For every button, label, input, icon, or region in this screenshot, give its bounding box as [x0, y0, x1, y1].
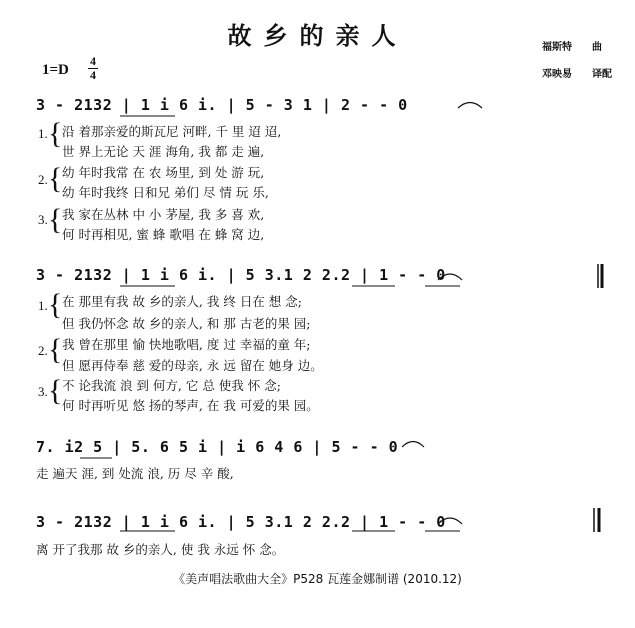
- notation-line-1: 3 - 2132 | 1 i 6 i. | 5 - 3 1 | 2 - - 0: [36, 96, 408, 114]
- verse-number: 3.: [38, 384, 48, 399]
- verse-number: 1.: [38, 298, 48, 313]
- time-signature-top: 4: [90, 54, 96, 68]
- translator-role: 译配: [592, 69, 612, 80]
- verse-number: 2.: [38, 343, 48, 358]
- notation-line-3: 7. i2 5 | 5. 6 5 i | i 6 4 6 | 5 - - 0: [36, 438, 399, 456]
- song-title: 故乡的亲人: [227, 21, 408, 50]
- lyric-line: 何 时再听见 悠 扬的琴声, 在 我 可爱的果 园。: [62, 398, 319, 413]
- tie: [402, 442, 424, 448]
- footer-source: 《美声唱法歌曲大全》P528 瓦莲金娜制谱 (2010.12): [173, 572, 462, 586]
- key-signature: 1=D: [42, 62, 69, 78]
- verse-number: 3.: [38, 212, 48, 227]
- translator-name: 邓映易: [542, 69, 572, 80]
- verse-brace: {: [48, 333, 63, 366]
- lyric-line: 走 遍天 涯, 到 处流 浪, 历 尽 辛 酸,: [36, 466, 234, 481]
- verse-number: 2.: [38, 172, 48, 187]
- verse-brace: {: [48, 288, 63, 321]
- verse-brace: {: [48, 203, 63, 236]
- verse-brace: {: [48, 162, 63, 195]
- lyric-line: 幼 年时我终 日和兄 弟们 尽 情 玩 乐,: [62, 185, 269, 200]
- lyric-line: 在 那里有我 故 乡的亲人, 我 终 日在 想 念;: [62, 294, 302, 309]
- tie: [438, 518, 462, 524]
- lyric-line: 幼 年时我常 在 农 场里, 到 处 游 玩,: [62, 165, 265, 180]
- lyric-line: 沿 着那亲爱的斯瓦尼 河畔, 千 里 迢 迢,: [62, 124, 282, 139]
- lyric-line: 但 我仍怀念 故 乡的亲人, 和 那 古老的果 园;: [62, 316, 311, 331]
- tie: [438, 274, 462, 280]
- tie: [458, 103, 482, 109]
- lyric-line: 离 开了我那 故 乡的亲人, 使 我 永远 怀 念。: [36, 542, 285, 557]
- lyric-line: 何 时再相见, 蜜 蜂 歌唱 在 蜂 窝 边,: [62, 227, 265, 242]
- verse-brace: {: [48, 374, 63, 407]
- lyric-line: 世 界上无论 天 涯 海角, 我 都 走 遍,: [62, 144, 265, 159]
- lyric-line: 但 愿再侍奉 慈 爱的母亲, 永 远 留在 她身 边。: [62, 358, 323, 373]
- notation-line-4: 3 - 2132 | 1 i 6 i. | 5 3.1 2 2.2 | 1 - - 0: [36, 513, 446, 531]
- lyric-line: 不 论我流 浪 到 何方, 它 总 使我 怀 念;: [62, 378, 281, 393]
- notation-line-2: 3 - 2132 | 1 i 6 i. | 5 3.1 2 2.2 | 1 - - 0: [36, 266, 446, 284]
- lyric-line: 我 家在丛林 中 小 茅屋, 我 多 喜 欢,: [62, 207, 265, 222]
- time-signature-bottom: 4: [90, 68, 96, 82]
- composer-name: 福斯特: [542, 42, 572, 53]
- verse-brace: {: [48, 117, 63, 150]
- composer-role: 曲: [592, 42, 602, 53]
- lyric-line: 我 曾在那里 愉 快地歌唱, 度 过 幸福的童 年;: [62, 337, 311, 352]
- verse-number: 1.: [38, 126, 48, 141]
